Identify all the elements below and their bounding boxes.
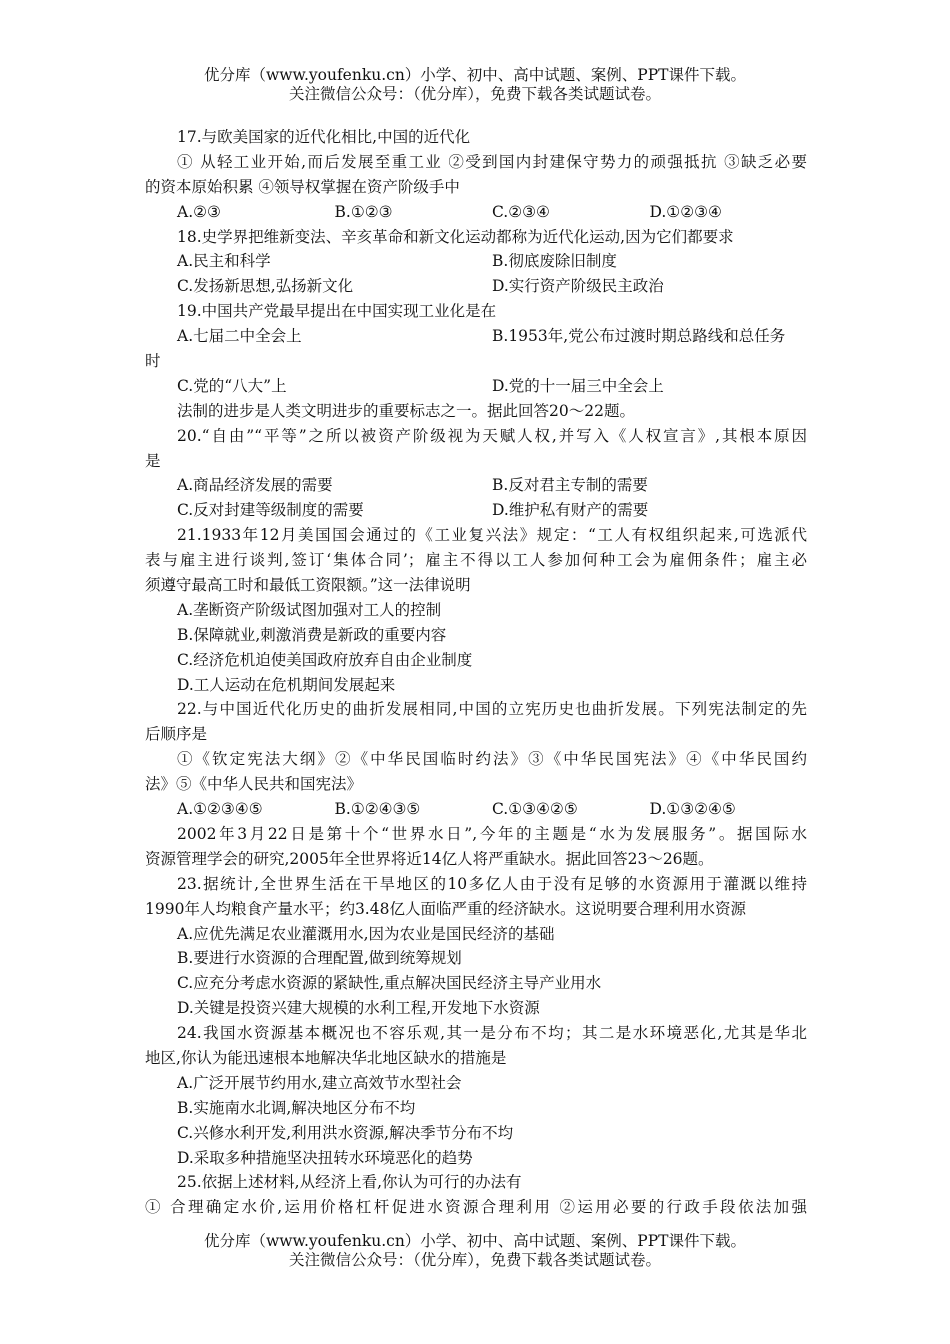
- q17-items-line-2: 的资本原始积累 ④领导权掌握在资产阶级手中: [145, 177, 460, 196]
- q21-stem-line-2: 表与雇主进行谈判,签订‘集体合同’；雇主不得以工人参加何种工会为雇佣条件；雇主必: [145, 551, 807, 570]
- q22-stem-line-1: 22.与中国近代化历史的曲折发展相同,中国的立宪历史也曲折发展。下列宪法制定的先: [177, 700, 807, 719]
- q22-options: [145, 797, 807, 822]
- q24-stem-line-1: 24.我国水资源基本概况也不容乐观,其一是分布不均；其二是水环境恶化,尤其是华北: [177, 1024, 807, 1043]
- q17-options: [145, 200, 807, 225]
- q17-option-d: D.①②③④: [649, 202, 722, 221]
- q17-option-b: B.①②③: [334, 202, 393, 221]
- document-body: [145, 125, 807, 1220]
- q19-option-d: D.党的十一届三中全会上: [492, 376, 664, 395]
- q18-stem: 18.史学界把维新变法、辛亥革命和新文化运动都称为近代化运动,因为它们都要求: [177, 227, 734, 246]
- q21-stem-line-1: 21.1933年12月美国国会通过的《工业复兴法》规定：“工人有权组织起来,可选派代: [177, 526, 807, 545]
- q25-stem: 25.依据上述材料,从经济上看,你认为可行的办法有: [177, 1173, 522, 1192]
- q24-option-c: C.兴修水利开发,利用洪水资源,解决季节分布不均: [177, 1123, 514, 1142]
- q18-options-row-1: [145, 249, 807, 274]
- q20-option-b: B.反对君主专制的需要: [492, 476, 648, 495]
- q19-option-b-continued: 时: [145, 352, 161, 371]
- q17-stem: 17.与欧美国家的近代化相比,中国的近代化: [177, 128, 471, 146]
- q22-option-b: B.①②④③⑤: [334, 800, 421, 819]
- q22-option-a: A.①②③④⑤: [177, 800, 263, 819]
- q21-option-d: D.工人运动在危机期间发展起来: [177, 675, 396, 694]
- footer-line-2: 关注微信公众号：（优分库），免费下载各类试题试卷。: [288, 1251, 661, 1269]
- q23-option-a: A.应优先满足农业灌溉用水,因为农业是国民经济的基础: [177, 924, 555, 943]
- q21-stem-line-3: 须遵守最高工时和最低工资限额。”这一法律说明: [145, 576, 471, 595]
- q20-options-row-1: [145, 473, 807, 498]
- q23-stem-line-2: 1990年人均粮食产量水平；约3.48亿人面临严重的经济缺水。这说明要合理利用水资源: [145, 899, 746, 918]
- q20-option-c: C.反对封建等级制度的需要: [177, 501, 364, 520]
- q19-option-b: B.1953年,党公布过渡时期总路线和总任务: [492, 327, 786, 346]
- q23-option-b: B.要进行水资源的合理配置,做到统筹规划: [177, 949, 462, 968]
- q22-stem-line-2: 后顺序是: [145, 725, 208, 744]
- section-intro-23-26-line-1: 2002年3月22日是第十个“世界水日”,今年的主题是“水为发展服务”。据国际水: [177, 824, 807, 843]
- section-intro-23-26-line-2: 资源管理学会的研究,2005年全世界将近14亿人将严重缺水。据此回答23～26题。: [145, 849, 714, 868]
- q22-items-line-1: ①《钦定宪法大纲》②《中华民国临时约法》③《中华民国宪法》④《中华民国约: [177, 750, 807, 769]
- q22-option-c: C.①③④②⑤: [492, 800, 578, 819]
- q17-items-line-1: ① 从轻工业开始,而后发展至重工业 ②受到国内封建保守势力的顽强抵抗 ③缺乏必要: [177, 152, 807, 171]
- q24-option-a: A.广泛开展节约用水,建立高效节水型社会: [177, 1073, 462, 1092]
- q18-option-c: C.发扬新思想,弘扬新文化: [177, 277, 354, 296]
- q22-items-line-2: 法》⑤《中华人民共和国宪法》: [145, 775, 363, 794]
- page-footer: [0, 1232, 950, 1270]
- q21-option-b: B.保障就业,刺激消费是新政的重要内容: [177, 625, 447, 644]
- q23-option-c: C.应充分考虑水资源的紧缺性,重点解决国民经济主导产业用水: [177, 974, 602, 993]
- q18-option-a: A.民主和科学: [177, 252, 271, 271]
- q19-options-row-1: [145, 324, 807, 349]
- q19-stem: 19.中国共产党最早提出在中国实现工业化是在: [177, 302, 497, 321]
- q21-option-a: A.垄断资产阶级试图加强对工人的控制: [177, 600, 442, 619]
- q20-options-row-2: [145, 498, 807, 523]
- q20-option-d: D.维护私有财产的需要: [492, 501, 649, 520]
- q18-option-b: B.彻底废除旧制度: [492, 252, 617, 271]
- footer-line-1: 优分库（www.youfenku.cn）小学、初中、高中试题、案例、PPT课件下载。: [203, 1232, 747, 1250]
- q25-items-line-1: ① 合理确定水价,运用价格杠杆促进水资源合理利用 ②运用必要的行政手段依法加强: [145, 1198, 807, 1217]
- q20-stem-line-2: 是: [145, 451, 161, 470]
- q24-option-d: D.采取多种措施坚决扭转水环境恶化的趋势: [177, 1148, 473, 1167]
- q19-options-row-2: [145, 374, 807, 399]
- header-line-2: 关注微信公众号：（优分库），免费下载各类试题试卷。: [288, 85, 661, 103]
- q20-stem-line-1: 20.“自由”“平等”之所以被资产阶级视为天赋人权,并写入《人权宣言》,其根本原因: [177, 426, 807, 445]
- q18-options-row-2: [145, 274, 807, 299]
- q22-option-d: D.①③②④⑤: [649, 800, 736, 819]
- q19-option-c: C.党的“八大”上: [177, 376, 287, 395]
- q17-option-c: C.②③④: [492, 202, 550, 221]
- q17-option-a: A.②③: [177, 202, 221, 221]
- q18-option-d: D.实行资产阶级民主政治: [492, 277, 664, 296]
- section-intro-20-22: 法制的进步是人类文明进步的重要标志之一。据此回答20～22题。: [177, 401, 635, 420]
- q23-option-d: D.关键是投资兴建大规模的水利工程,开发地下水资源: [177, 999, 540, 1018]
- q24-stem-line-2: 地区,你认为能迅速根本地解决华北地区缺水的措施是: [145, 1048, 507, 1067]
- q24-option-b: B.实施南水北调,解决地区分布不均: [177, 1098, 416, 1117]
- q21-option-c: C.经济危机迫使美国政府放弃自由企业制度: [177, 650, 473, 669]
- q20-option-a: A.商品经济发展的需要: [177, 476, 333, 495]
- header-line-1: 优分库（www.youfenku.cn）小学、初中、高中试题、案例、PPT课件下载。: [203, 66, 747, 84]
- page-header: [0, 66, 950, 104]
- q23-stem-line-1: 23.据统计,全世界生活在干旱地区的10多亿人由于没有足够的水资源用于灌溉以维持: [177, 874, 807, 893]
- q19-option-a: A.七届二中全会上: [177, 327, 302, 346]
